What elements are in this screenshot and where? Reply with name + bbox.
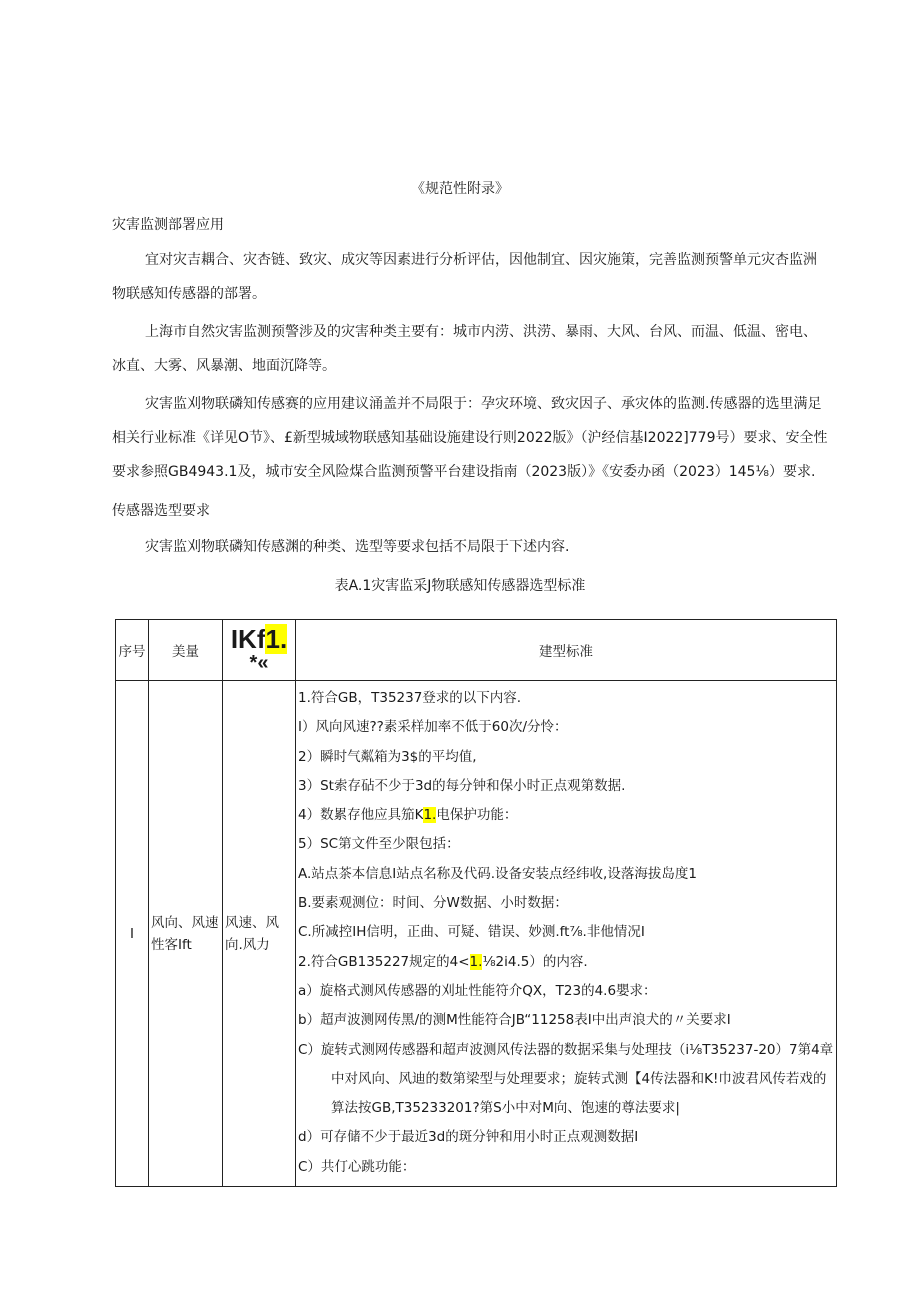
standard-line: 3）St索存砧不少于3d的每分钟和保小时正点观第数据. [298, 777, 626, 794]
paragraph-application: 灾害监刈物联磷知传感赛的应用建议涌盖并不局限于：孕灾环境、致灾因子、承灾体的监测.传感器的选里满足相关行业标准《详见O节》、£新型城域物联感知基础设施建设行则2022版》（沪经信基I2022]779号）要求、安全性要求参照GB4943.1及，城市安全风险煤合监测预警平台建设指南（2023版）》《安委办函（2023）145⅛）要求. [112, 396, 828, 480]
table-caption: 表A.1灾害监采J物联感知传感器选型标准 [334, 578, 586, 594]
standard-line-part: ⅛2i4.5）的内容. [482, 953, 588, 970]
row-seq: I [116, 681, 149, 1187]
highlighted-text: 1. [423, 807, 437, 824]
section-heading-deployment: 灾害监测部署应用 [112, 217, 224, 233]
standard-line [298, 801, 836, 830]
highlighted-text: 1. [265, 624, 288, 654]
standard-line: 1.符合GB，T35237登求的以下内容. [298, 690, 522, 706]
table-row [116, 681, 837, 1187]
header-measure: 美量 [149, 620, 223, 681]
standard-line: A.站点茶本信息I站点名称及代码.设备安装点经纬收,设落海拔岛度1 [298, 865, 697, 882]
paragraph-selection-intro: 灾害监刈物联磷知传感渊的种类、选型等要求包括不局限于下述内容. [145, 539, 570, 555]
sensor-selection-table [115, 619, 837, 1187]
standard-line: I）风向风速??素采样加率不低于60次/分怜： [298, 719, 568, 736]
standard-line: B.要素观测位：时间、分W数据、小时数据： [298, 895, 568, 912]
paragraph-assessment: 宜对灾吉耦合、灾杏链、致灾、成灾等因素进行分析评估，因他制宜、因灾施策，完善监测预警单元灾杏监洲物联感知传感器的部署。 [112, 252, 817, 302]
standard-line-part: 2.符合GB135227规定的4< [298, 953, 470, 970]
standard-line: C）旋转式测网传感器和超声波测风传法器的数据采集与处理技（i⅛T35237-20）7第4章 [298, 1041, 834, 1058]
standard-line: 5）SC第文件至少限包括： [298, 836, 460, 853]
paragraph-disaster-types: 上海市自然灾害监测预警涉及的灾害种类主要有：城市内涝、洪涝、暴雨、大风、台风、而温、低温、密电、冰直、大雾、风暴潮、地面沉降等。 [112, 324, 817, 374]
standard-line: C.所减控IH信明，正曲、可疑、错误、妙测.ft⅞.非他情况I [298, 924, 645, 941]
section-heading-sensor-selection: 传感器选型要求 [112, 503, 210, 519]
standard-line: a）旋格式测风传感器的刈址性能符介QX，T23的4.6嬰求： [298, 982, 657, 999]
standard-line-part: 4）数累存他应具笳K [298, 807, 424, 824]
header-element-line2: *« [249, 652, 269, 674]
table-header-row [116, 620, 837, 681]
appendix-title: 《规范性附录》 [411, 181, 509, 197]
header-element-text: IKf [230, 624, 266, 654]
standard-line: 中对风向、风迪的数第梁型与处理要求；旋转式测【4传法器和K!巾波君风传若戏的 [331, 1070, 827, 1087]
standard-line: d）可存储不少于最近3d的斑分钟和用小时正点观测数据I [298, 1129, 639, 1146]
standard-line-part: 电保护功能： [436, 807, 518, 824]
header-standard: 建型标准 [296, 620, 837, 681]
standard-line: 2）瞬时气粼箱为3$的平均值, [298, 748, 477, 765]
row-element: 风速、风向.风力 [223, 681, 296, 1187]
row-measure: 风向、风速性客Ift [149, 681, 223, 1187]
standard-line: C）共仃心跳功能： [298, 1158, 416, 1175]
header-element [223, 620, 296, 681]
standard-line: b）超声波测网传黑/的测M性能符合JB“11258表I中出声浪犬的〃关要求I [298, 1012, 731, 1029]
row-standard [296, 681, 837, 1187]
standard-line [298, 948, 836, 977]
header-seq: 序号 [116, 620, 149, 681]
standard-line: 算法按GB,T35233201?第S小中对M向、饱速的尊法要求| [331, 1100, 680, 1117]
highlighted-text: 1. [469, 953, 483, 970]
